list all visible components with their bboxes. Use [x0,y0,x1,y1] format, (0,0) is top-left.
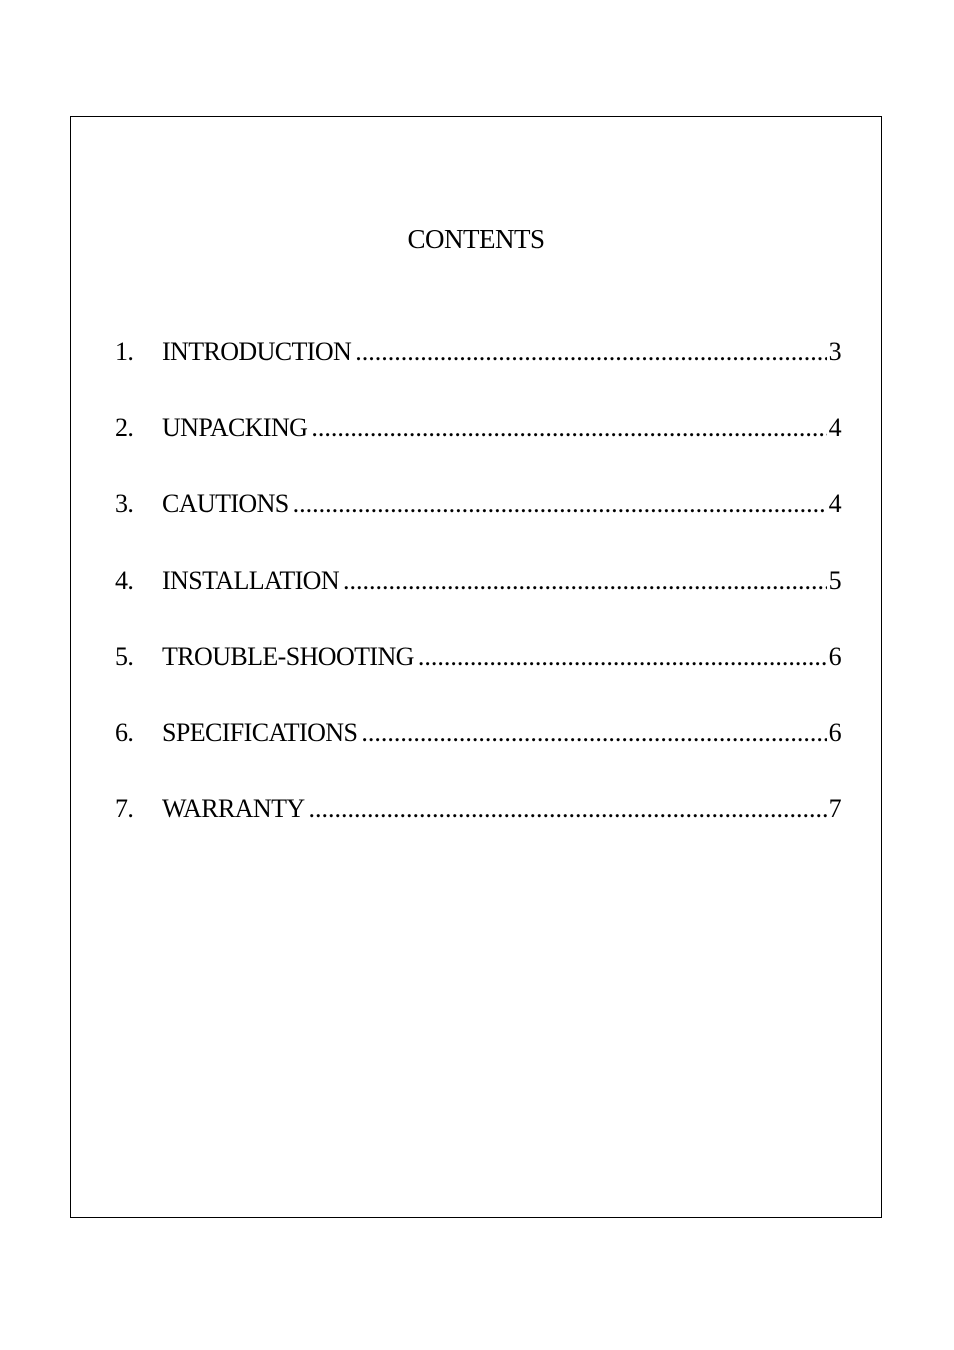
toc-dot-leader [343,564,827,598]
contents-title: CONTENTS [407,224,545,254]
toc-entry-label: UNPACKING [162,413,308,442]
toc-entry-specifications[interactable] [115,716,841,750]
toc-dot-leader [309,792,827,826]
toc-entry-label: INSTALLATION [162,566,340,595]
toc-entry-unpacking[interactable] [115,411,841,445]
toc-entry-number: 7. [115,794,134,823]
toc-dot-leader [355,335,826,369]
toc-entry-introduction[interactable] [115,335,841,369]
toc-entry-page: 4 [828,413,841,442]
toc-entry-label: TROUBLE-SHOOTING [162,642,414,671]
toc-entry-label: WARRANTY [162,794,305,823]
toc-entry-label: SPECIFICATIONS [162,718,358,747]
toc-entry-page: 5 [828,566,841,595]
toc-dot-leader [418,640,827,674]
toc-entry-installation[interactable] [115,564,841,598]
toc-dot-leader [361,716,826,750]
toc-entry-page: 4 [828,489,841,518]
toc-entry-number: 2. [115,413,134,442]
toc-entry-page: 3 [828,337,841,366]
toc-entry-number: 1. [115,337,134,366]
toc-entry-warranty[interactable] [115,792,841,826]
toc-entry-number: 4. [115,566,134,595]
toc-entry-label: CAUTIONS [162,489,289,518]
toc-entry-number: 3. [115,489,134,518]
toc-dot-leader [293,487,827,521]
toc-entry-number: 6. [115,718,134,747]
toc-entry-cautions[interactable] [115,487,841,521]
toc-entry-page: 6 [828,642,841,671]
toc-entry-page: 7 [828,794,841,823]
contents-frame [70,116,882,1218]
toc-entry-trouble-shooting[interactable] [115,640,841,674]
toc-entry-page: 6 [828,718,841,747]
toc-entry-label: INTRODUCTION [162,337,352,366]
toc-entry-number: 5. [115,642,134,671]
toc-dot-leader [311,411,826,445]
